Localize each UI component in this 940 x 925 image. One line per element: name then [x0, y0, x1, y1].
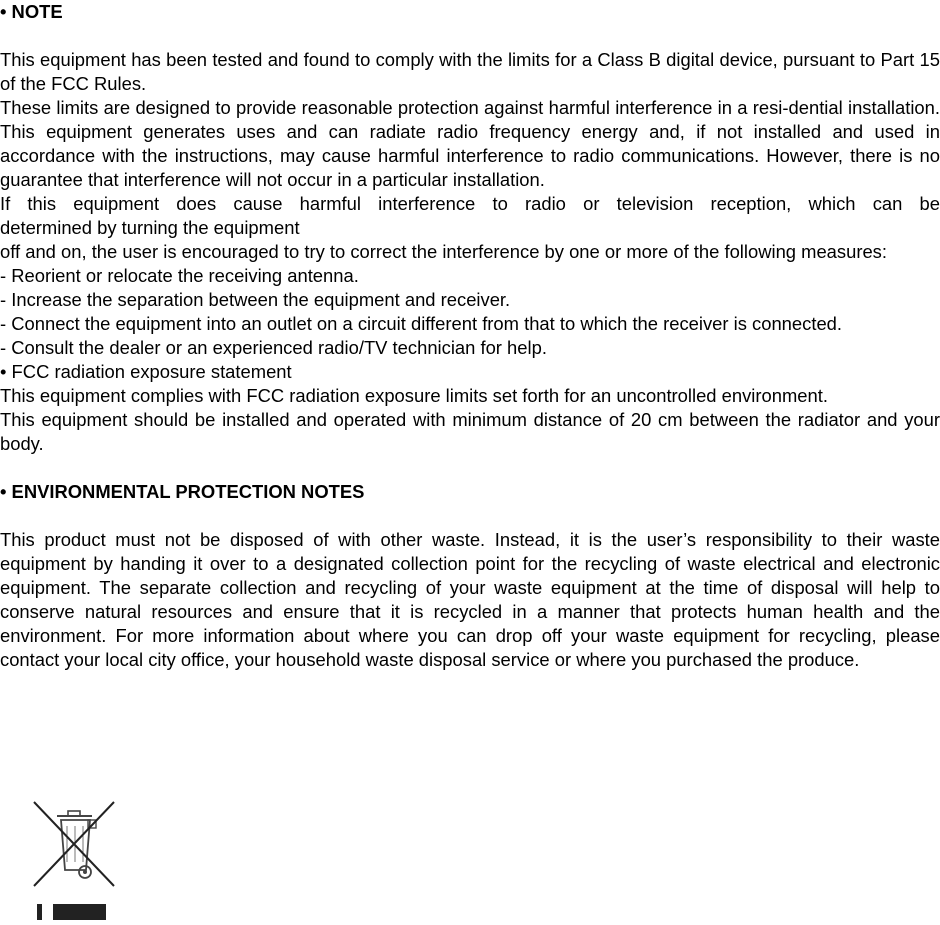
note-paragraph-3-line-2: determined by turning the equipment [0, 217, 300, 238]
note-paragraph-4: off and on, the user is encouraged to try to correct the interference by one or more of the following measures: [0, 241, 887, 262]
measure-item: - Connect the equipment into an outlet on a circuit different from that to which the receiver is connected. [0, 313, 843, 334]
note-paragraph-2: These limits are designed to provide reasonable protection against harmful interference in a resi-dential installation. This equipment generates uses and can radiate radio frequency energy and, if not installed and used in accordance with the instructions, may cause harmful interference to radio communications. However, there is no guarantee that interference will not occur in a particular installation. [0, 97, 940, 190]
measure-item: - Increase the separation between the equipment and receiver. [0, 289, 511, 310]
environment-paragraph: This product must not be disposed of with other waste. Instead, it is the user’s responsibility to their waste equipment by handing it over to a designated collection point for the recycling of waste electrical and electronic equipment. The separate collection and recycling of your waste equipment at the time of disposal will help to conserve natural resources and ensure that it is recycled in a manner that protects human health and the environment. For more information about where you can drop off your waste equipment for recycling, please contact your local city office, your household waste disposal service or where you purchased the produce. [0, 529, 940, 670]
fcc-paragraph-1: This equipment complies with FCC radiation exposure limits set forth for an uncontrolled environment. [0, 385, 828, 406]
environment-heading: • ENVIRONMENTAL PROTECTION NOTES [0, 481, 365, 502]
note-paragraph-1: This equipment has been tested and found to comply with the limits for a Class B digital device, pursuant to Part 15 of the FCC Rules. [0, 49, 940, 94]
crossed-out-wheelie-bin-icon [28, 798, 120, 920]
note-heading: • NOTE [0, 1, 63, 22]
measure-item: - Reorient or relocate the receiving antenna. [0, 265, 359, 286]
fcc-heading: • FCC radiation exposure statement [0, 361, 292, 382]
spacer [0, 504, 940, 528]
spacer [0, 456, 940, 480]
fcc-paragraph-2: This equipment should be installed and operated with minimum distance of 20 cm between the radiator and your body. [0, 409, 940, 454]
measure-item: - Consult the dealer or an experienced radio/TV technician for help. [0, 337, 547, 358]
note-paragraph-3-line-1: If this equipment does cause harmful interference to radio or television reception, which can be [0, 193, 940, 214]
spacer [0, 24, 940, 48]
